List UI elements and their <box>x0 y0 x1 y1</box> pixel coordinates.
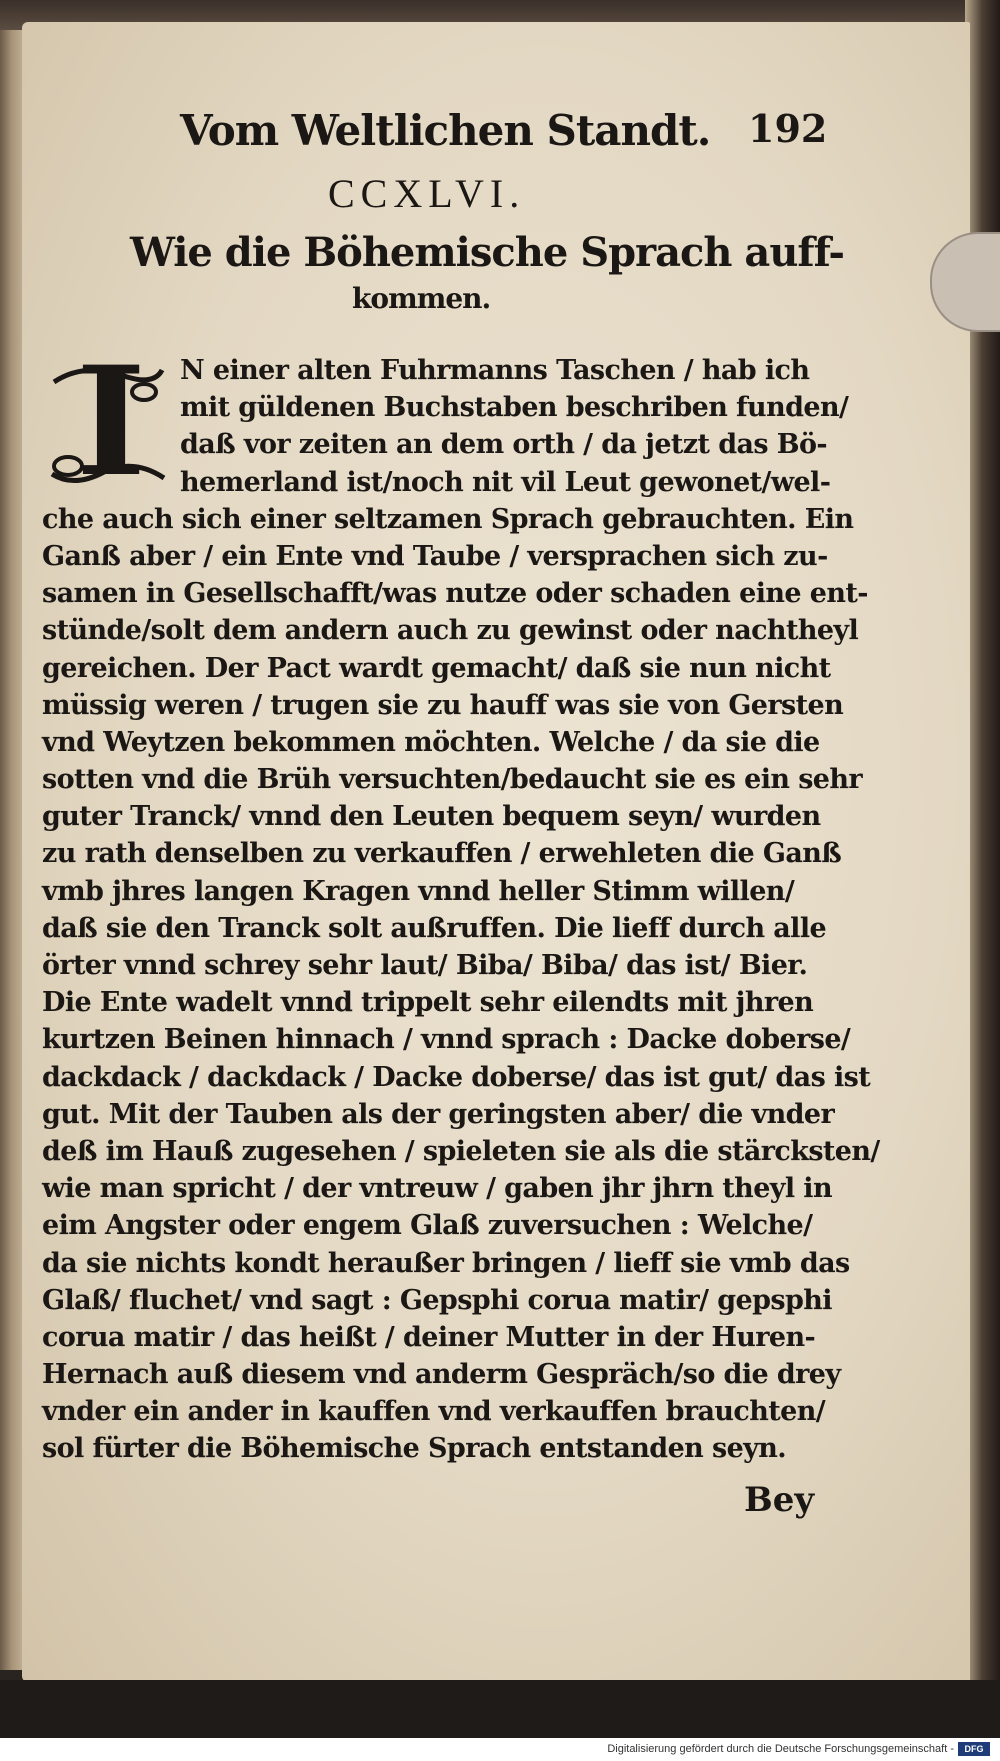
text-line: mit güldenen Buchstaben beschriben funden/ <box>180 392 849 424</box>
catchword: Bey <box>744 1480 815 1520</box>
text-line: örter vnnd schrey sehr laut/ Biba/ Biba/ das ist/ Bier. <box>42 950 808 981</box>
text-line: gereichen. Der Pact wardt gemacht/ daß sie nun nicht <box>42 652 831 684</box>
running-head: Vom Weltlichen Standt. <box>180 106 711 155</box>
chapter-title-line-1: Wie die Böhemische Sprach auff- <box>130 229 844 276</box>
text-line: che auch sich einer seltzamen Sprach gebrauchten. Ein <box>42 503 854 535</box>
text-line: kurtzen Beinen hinnach / vnnd sprach : Dacke doberse/ <box>42 1024 851 1056</box>
text-line: hemerland ist/noch nit vil Leut gewonet/wel- <box>180 466 831 498</box>
text-line: eim Angster oder engem Glaß zuversuchen : Welche/ <box>42 1210 813 1242</box>
text-line: corua matir / das heißt / deiner Mutter in der Huren- <box>42 1321 816 1353</box>
text-line: wie man spricht / der vntreuw / gaben jhr jhrn theyl in <box>42 1173 832 1205</box>
text-line: N einer alten Fuhrmanns Taschen / hab ich <box>180 355 810 386</box>
text-line: zu rath denselben zu verkauffen / erwehleten die Ganß <box>42 838 842 870</box>
text-line: sotten vnd die Brüh versuchten/bedaucht sie es ein sehr <box>42 764 863 796</box>
text-line: sol fürter die Böhemische Sprach entstanden seyn. <box>42 1433 787 1465</box>
text-line: deß im Hauß zugesehen / spieleten sie als die stärcksten/ <box>42 1135 880 1167</box>
text-line: vmb jhres langen Kragen vnnd heller Stimm willen/ <box>42 875 795 907</box>
text-line: müssig weren / trugen sie zu hauff was sie von Gersten <box>42 689 844 721</box>
page-number: 192 <box>748 106 828 151</box>
body-text <box>42 334 880 1468</box>
drop-cap: I <box>75 334 147 510</box>
text-line: samen in Gesellschafft/was nutze oder schaden eine ent- <box>42 578 868 610</box>
text-line: Glaß/ fluchet/ vnd sagt : Gepsphi corua matir/ gepsphi <box>42 1284 832 1316</box>
text-line: daß vor zeiten an dem orth / da jetzt das Bö- <box>180 429 828 461</box>
text-line: vnder ein ander in kauffen vnd verkauffen brauchten/ <box>42 1396 826 1428</box>
chapter-number: CCXLVI. <box>328 171 526 216</box>
text-line: dackdack / dackdack / Dacke doberse/ das ist gut/ das ist <box>42 1061 871 1093</box>
chapter-title <box>130 229 844 322</box>
text-line: stünde/solt dem andern auch zu gewinst oder nachtheyl <box>42 615 859 647</box>
text-line: da sie nichts kondt heraußer bringen / lieff sie vmb das <box>42 1247 850 1279</box>
text-line: guter Tranck/ vnnd den Leuten bequem seyn/ wurden <box>42 801 821 833</box>
dfg-logo: DFG <box>958 1742 990 1756</box>
text-line: vnd Weytzen bekommen möchten. Welche / da sie die <box>42 726 820 758</box>
chapter-title-line-2: kommen. <box>352 282 491 315</box>
text-line: gut. Mit der Tauben als der geringsten aber/ die vnder <box>42 1098 835 1130</box>
text-line: daß sie den Tranck solt außruffen. Die lieff durch alle <box>42 912 827 944</box>
digitization-credit: Digitalisierung gefördert durch die Deutsche Forschungsgemeinschaft - <box>607 1743 954 1755</box>
text-line: Ganß aber / ein Ente vnd Taube / versprachen sich zu- <box>42 540 828 572</box>
text-line: Die Ente wadelt vnnd trippelt sehr eilendts mit jhren <box>42 987 814 1019</box>
text-line: Hernach auß diesem vnd anderm Gespräch/so die drey <box>42 1359 841 1391</box>
